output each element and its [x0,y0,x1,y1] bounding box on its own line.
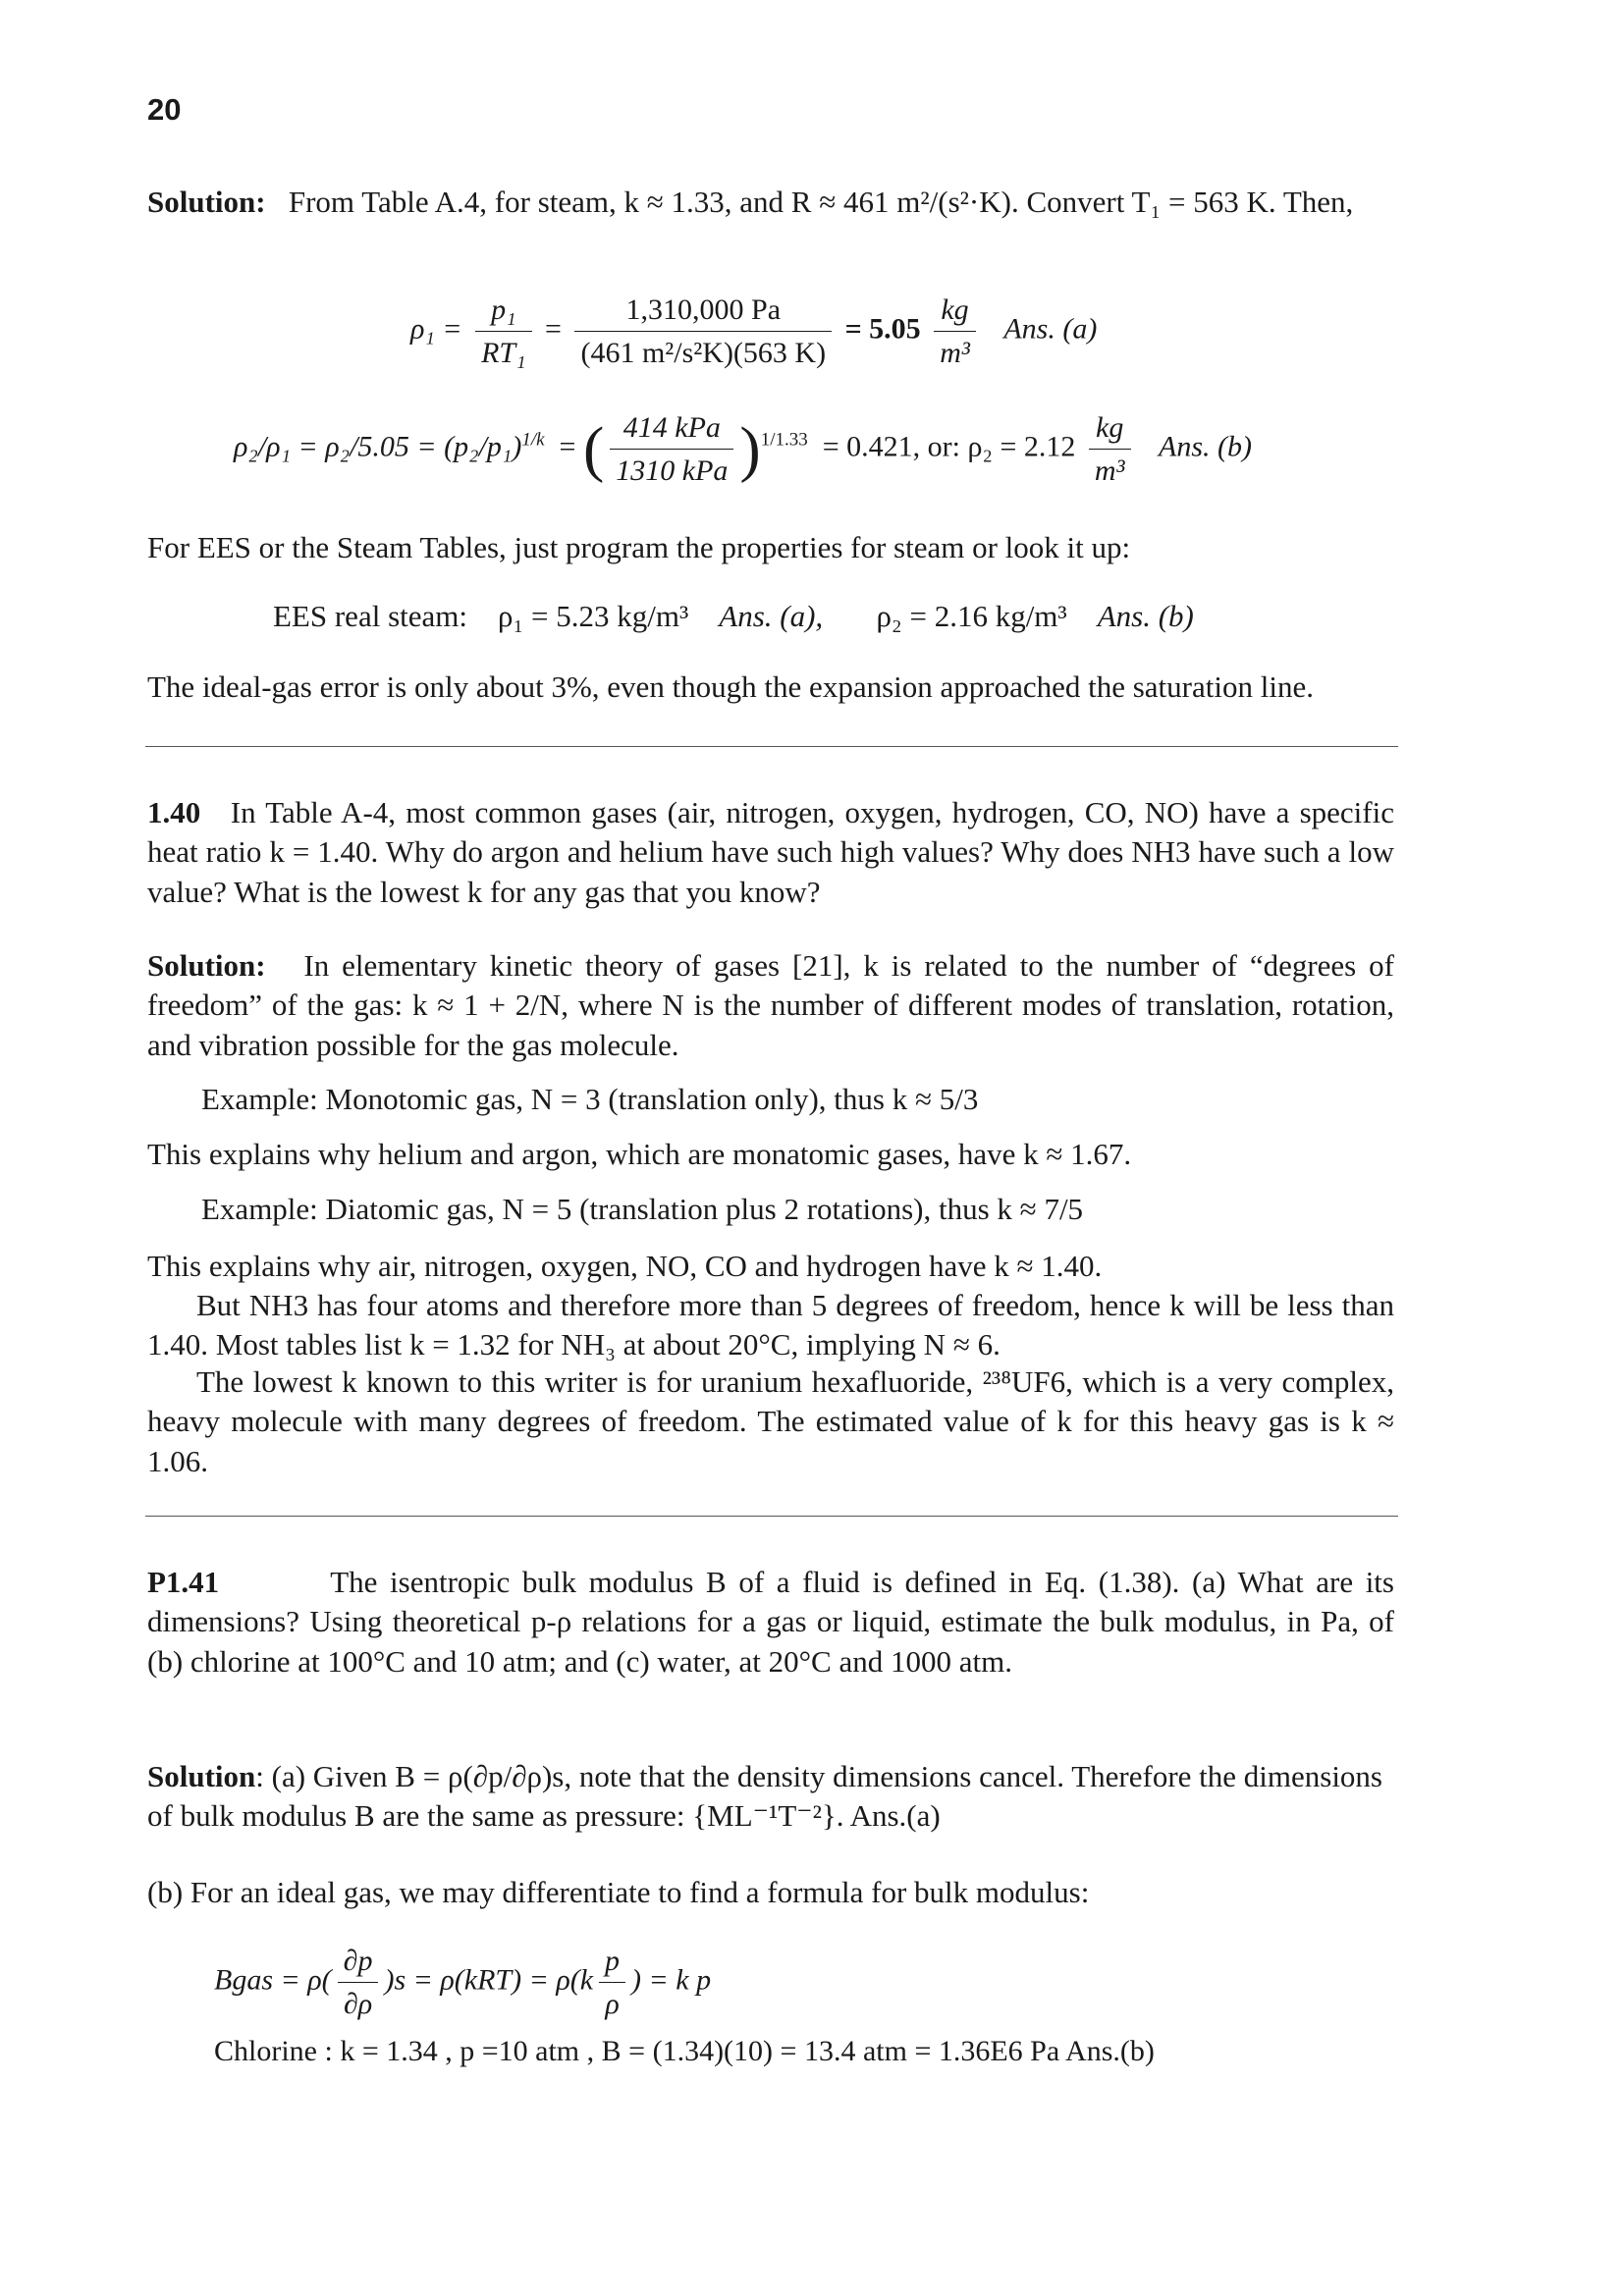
solution-label: Solution: [147,948,266,983]
solution-intro-text: From Table A.4, for steam, k ≈ 1.33, and R ≈ 461 m²/(s²·K). Convert T₁ = 563 K. Then, [288,185,1354,219]
lowest-k-text: The lowest k known to this writer is for uranium hexafluoride, ²³⁸UF6, which is a very complex, heavy molecule with many degrees of freedom. The estimated value of k for this heavy gas is k ≈ 1.06. [147,1364,1394,1478]
ees-label: EES real steam: [273,599,467,633]
eq2-units-den: m³ [1094,454,1125,487]
eq1-frac2-numerator: 1,310,000 Pa [574,291,832,332]
lowest-k-paragraph [147,1362,1394,1481]
eq1-units-num: kg [934,291,976,332]
eq1-fraction [475,291,531,372]
example-2-text: Example: Diatomic gas, N = 5 (translation plus 2 rotations), thus k ≈ 7/5 [201,1192,1084,1226]
ees-answer-a: Ans. (a), [719,599,824,633]
solution-1-40 [147,946,1394,1065]
ees-intro: For EES or the Steam Tables, just program the properties for steam or look it up: [147,530,1131,564]
eq1-result: = 5.05 [844,312,921,346]
ees-rho1: ρ₁ = 5.23 kg/m³ [498,599,689,633]
eq2-ratio: ρ₂/ρ₁ = ρ₂/5.05 = (p₂/p₁) [234,430,522,463]
section-divider [145,746,1398,747]
eq1-units [934,291,976,372]
nh3-paragraph [147,1286,1394,1365]
eq2-answer-tag: Ans. (b) [1159,430,1253,463]
eq1-frac2-denominator: (461 m²/s²K)(563 K) [580,337,827,369]
nh3-text: But NH3 has four atoms and therefore more than 5 degrees of freedom, hence k will be less than 1.40. Most tables list k = 1.32 for NH₃ at about 20°C, implying N ≈ 6. [147,1288,1394,1362]
right-paren-icon: ) [739,413,761,484]
bgas-lhs: Bgas = ρ( [214,1963,332,1997]
equation-rho2: $\rho_2/\rho_1 = \rho_2/5.05 = (p_2/p_1)^{1/k}$ = ( $\frac{\text{414 kPa}}{\text{1310 kPa}}$ )$^{1/1.33}$ = 0.421, or: ρ₂ = 2.12 $\frac{kg}{\text{m³}}$ Ans. (b) [234,408,1252,490]
equation-rho1: ρ₁ = $\frac{\text{p₁}}{\text{RT₁}}$ = $\frac{1,310,000 Pa}{\text{(461 m²/s²K)(563 K)}}$ = 5.05 $\frac{kg}{\text{m³}}$ Ans. (a) [410,291,1097,372]
example-monatomic [147,1080,1394,1119]
problem-question: In Table A-4, most common gases (air, nitrogen, oxygen, hydrogen, CO, NO) have a specific heat ratio k = 1.40. Why do argon and helium have such high values? Why does NH3 have such a low value? What is the lowest k for any gas that you know? [147,795,1394,909]
problem-1-41 [147,1563,1394,1682]
solution-1-39-intro [147,183,1394,222]
eq2-result: = 0.421, or: ρ₂ = 2.12 [822,430,1076,463]
left-paren-icon: ( [582,413,605,484]
p-over-rho-den: ρ [605,1988,620,2020]
bgas-derivative [338,1942,379,2023]
eq1-frac-denominator: RT₁ [481,337,526,369]
eq2-units-num: kg [1089,408,1131,450]
solution-text: In elementary kinetic theory of gases [21], k is related to the number of “degrees of freedom” of the gas: k ≈ 1 + 2/N, where N is the number of different modes of translation, rotation, and vibration possible for the gas molecule. [147,948,1394,1062]
solution-1-41 [147,1757,1394,1837]
section-divider [145,1516,1398,1517]
example-1-text: Example: Monotomic gas, N = 3 (translation only), thus k ≈ 5/3 [201,1082,979,1116]
eq2-exponent-2: 1/1.33 [760,429,808,451]
derivative-num: ∂p [338,1942,379,1983]
eq1-frac-numerator: p₁ [475,291,531,332]
eq1-answer-tag: Ans. (a) [1003,312,1098,346]
problem-1-40 [147,793,1394,912]
ees-answer-b: Ans. (b) [1097,599,1194,633]
eq2-units [1089,408,1131,490]
p-over-rho-num: p [599,1942,625,1983]
eq2-fraction [610,408,733,490]
eq1-lhs: ρ₁ = [410,312,462,346]
solution-label: Solution [147,1759,256,1793]
chlorine-calculation: Chlorine : k = 1.34 , p =10 atm , B = (1.34)(10) = 13.4 atm = 1.36E6 Pa Ans.(b) [214,2035,1155,2067]
problem-number: P1.41 [147,1565,220,1599]
bgas-middle: )s = ρ(kRT) = ρ(k [384,1963,594,1997]
eq1-units-den: m³ [940,337,970,369]
explain-monatomic: This explains why helium and argon, which are monatomic gases, have k ≈ 1.67. [147,1137,1132,1171]
explain-diatomic: This explains why air, nitrogen, oxygen, NO, CO and hydrogen have k ≈ 1.40. [147,1249,1103,1283]
eq2-exponent-1: 1/k [521,429,545,451]
page-number: 20 [147,92,182,127]
solution-label: Solution: [147,185,266,219]
part-b-intro: (b) For an ideal gas, we may differentiate to find a formula for bulk modulus: [147,1875,1090,1909]
problem-number: 1.40 [147,795,201,829]
eq2-frac-denominator: 1310 kPa [616,454,729,487]
eq2-frac-numerator: 414 kPa [610,408,733,450]
ees-real-steam-line [273,597,1194,636]
example-diatomic [147,1190,1394,1229]
solution-text: : (a) Given B = ρ(∂p/∂ρ)s, note that the density dimensions cancel. Therefore the dimensions of bulk modulus B are the same as pressure: {ML⁻¹T⁻²}. Ans.(a) [147,1759,1382,1834]
eq1-fraction-values [574,291,832,372]
ideal-gas-error-note: The ideal-gas error is only about 3%, even though the expansion approached the saturation line. [147,669,1314,704]
ees-rho2: ρ₂ = 2.16 kg/m³ [876,599,1067,633]
bgas-end: ) = k p [631,1963,712,1997]
derivative-den: ∂ρ [343,1988,373,2020]
bgas-p-over-rho [599,1942,625,2023]
problem-question: The isentropic bulk modulus B of a fluid is defined in Eq. (1.38). (a) What are its dimensions? Using theoretical p-ρ relations for a gas or liquid, estimate the bulk modulus, in Pa, of (b) chlorine at 100°C and 10 atm; and (c) water, at 20°C and 1000 atm. [147,1565,1394,1679]
bulk-modulus-formula [214,1942,711,2023]
